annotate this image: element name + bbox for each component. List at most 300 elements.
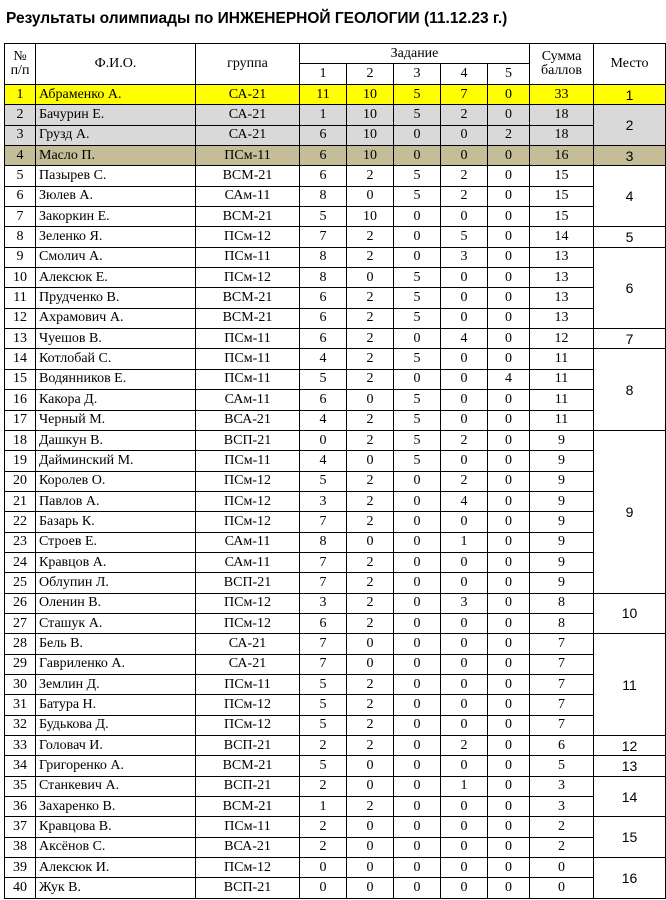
task-score: 0 — [347, 268, 394, 288]
participant-name: Какора Д. — [36, 390, 196, 410]
task-score: 0 — [394, 471, 441, 491]
task-score: 0 — [441, 268, 488, 288]
table-row — [5, 349, 666, 369]
total-score: 13 — [530, 308, 594, 328]
task-score: 0 — [488, 715, 530, 735]
participant-group: ВСП-21 — [196, 878, 300, 899]
table-row — [5, 695, 666, 715]
participant-name: Базарь К. — [36, 512, 196, 532]
task-score: 0 — [488, 613, 530, 633]
task-score: 2 — [347, 288, 394, 308]
participant-name: Станкевич А. — [36, 776, 196, 796]
participant-group: ПСм-12 — [196, 715, 300, 735]
task-score: 2 — [300, 776, 347, 796]
task-score: 0 — [441, 512, 488, 532]
task-score: 0 — [347, 451, 394, 471]
task-score: 0 — [441, 858, 488, 878]
task-score: 0 — [488, 634, 530, 654]
task-score: 0 — [394, 674, 441, 694]
total-score: 3 — [530, 797, 594, 817]
participant-group: ПСм-11 — [196, 369, 300, 389]
task-score: 2 — [488, 125, 530, 145]
task-score: 5 — [394, 186, 441, 206]
task-score: 0 — [347, 878, 394, 899]
task-score: 0 — [441, 715, 488, 735]
task-score: 8 — [300, 247, 347, 267]
row-number: 37 — [5, 817, 36, 837]
place-cell: 6 — [594, 247, 666, 328]
page-title: Результаты олимпиады по ИНЖЕНЕРНОЙ ГЕОЛОГИИ (11.12.23 г.) — [6, 10, 508, 27]
row-number: 34 — [5, 756, 36, 776]
task-score: 6 — [300, 390, 347, 410]
row-number: 27 — [5, 613, 36, 633]
row-number: 7 — [5, 207, 36, 227]
task-score: 2 — [347, 613, 394, 633]
task-score: 0 — [488, 247, 530, 267]
task-score: 6 — [300, 125, 347, 145]
task-score: 1 — [441, 532, 488, 552]
total-score: 14 — [530, 227, 594, 247]
participant-group: ПСм-11 — [196, 329, 300, 349]
table-row — [5, 512, 666, 532]
task-score: 0 — [394, 776, 441, 796]
header-sum: Сумма баллов — [530, 44, 594, 85]
task-score: 5 — [441, 227, 488, 247]
participant-name: Королев О. — [36, 471, 196, 491]
table-row — [5, 227, 666, 247]
task-score: 5 — [394, 288, 441, 308]
task-score: 0 — [394, 512, 441, 532]
total-score: 8 — [530, 613, 594, 633]
task-score: 0 — [394, 613, 441, 633]
participant-group: ВСА-21 — [196, 837, 300, 857]
table-row — [5, 552, 666, 572]
table-row — [5, 613, 666, 633]
participant-name: Бель В. — [36, 634, 196, 654]
task-score: 0 — [441, 797, 488, 817]
table-row — [5, 776, 666, 796]
total-score: 9 — [530, 532, 594, 552]
task-score: 0 — [394, 329, 441, 349]
total-score: 6 — [530, 736, 594, 756]
total-score: 15 — [530, 207, 594, 227]
task-score: 5 — [394, 85, 441, 105]
task-score: 0 — [347, 390, 394, 410]
table-row — [5, 858, 666, 878]
total-score: 13 — [530, 247, 594, 267]
task-score: 0 — [394, 634, 441, 654]
participant-name: Зеленко Я. — [36, 227, 196, 247]
task-score: 7 — [300, 573, 347, 593]
task-score: 2 — [347, 573, 394, 593]
task-score: 8 — [300, 532, 347, 552]
header-group: группа — [196, 44, 300, 85]
place-cell: 1 — [594, 85, 666, 105]
header-task-number: 2 — [347, 64, 394, 85]
row-number: 14 — [5, 349, 36, 369]
row-number: 12 — [5, 308, 36, 328]
task-score: 0 — [488, 695, 530, 715]
participant-group: ВСМ-21 — [196, 756, 300, 776]
row-number: 30 — [5, 674, 36, 694]
task-score: 0 — [394, 878, 441, 899]
row-number: 31 — [5, 695, 36, 715]
participant-group: ПСм-12 — [196, 227, 300, 247]
participant-name: Черный М. — [36, 410, 196, 430]
participant-name: Кравцова В. — [36, 817, 196, 837]
table-row — [5, 715, 666, 735]
participant-group: ВСМ-21 — [196, 797, 300, 817]
row-number: 15 — [5, 369, 36, 389]
total-score: 7 — [530, 715, 594, 735]
table-row — [5, 634, 666, 654]
header-name: Ф.И.О. — [36, 44, 196, 85]
total-score: 9 — [530, 471, 594, 491]
task-score: 2 — [347, 695, 394, 715]
row-number: 32 — [5, 715, 36, 735]
task-score: 10 — [347, 207, 394, 227]
participant-group: СА-21 — [196, 105, 300, 125]
task-score: 0 — [347, 634, 394, 654]
row-number: 11 — [5, 288, 36, 308]
row-number: 21 — [5, 491, 36, 511]
task-score: 0 — [441, 878, 488, 899]
task-score: 5 — [394, 268, 441, 288]
header-task-number: 1 — [300, 64, 347, 85]
participant-group: ПСм-12 — [196, 268, 300, 288]
task-score: 10 — [347, 85, 394, 105]
participant-name: Прудченко В. — [36, 288, 196, 308]
total-score: 18 — [530, 105, 594, 125]
participant-name: Пазырев С. — [36, 166, 196, 186]
total-score: 9 — [530, 552, 594, 572]
task-score: 0 — [441, 634, 488, 654]
participant-name: Сташук А. — [36, 613, 196, 633]
task-score: 0 — [394, 756, 441, 776]
task-score: 0 — [488, 512, 530, 532]
participant-group: СА-21 — [196, 125, 300, 145]
participant-name: Ахрамович А. — [36, 308, 196, 328]
participant-group: ВСП-21 — [196, 573, 300, 593]
task-score: 2 — [441, 471, 488, 491]
task-score: 0 — [347, 817, 394, 837]
task-score: 0 — [441, 288, 488, 308]
participant-name: Бачурин Е. — [36, 105, 196, 125]
table-row — [5, 430, 666, 450]
task-score: 7 — [300, 634, 347, 654]
task-score: 2 — [347, 227, 394, 247]
task-score: 0 — [441, 756, 488, 776]
table-row — [5, 146, 666, 166]
place-cell: 12 — [594, 736, 666, 756]
participant-group: СА-21 — [196, 654, 300, 674]
task-score: 2 — [300, 817, 347, 837]
task-score: 2 — [347, 410, 394, 430]
task-score: 8 — [300, 268, 347, 288]
task-score: 6 — [300, 166, 347, 186]
task-score: 4 — [300, 410, 347, 430]
participant-name: Батура Н. — [36, 695, 196, 715]
task-score: 0 — [488, 797, 530, 817]
table-row — [5, 125, 666, 145]
participant-name: Смолич А. — [36, 247, 196, 267]
task-score: 0 — [488, 207, 530, 227]
task-score: 0 — [441, 369, 488, 389]
task-score: 0 — [488, 573, 530, 593]
task-score: 0 — [441, 349, 488, 369]
participant-group: САм-11 — [196, 390, 300, 410]
table-row — [5, 878, 666, 899]
task-score: 3 — [441, 247, 488, 267]
task-score: 0 — [488, 817, 530, 837]
table-row — [5, 654, 666, 674]
participant-name: Котлобай С. — [36, 349, 196, 369]
participant-name: Дашкун В. — [36, 430, 196, 450]
table-row — [5, 674, 666, 694]
task-score: 0 — [394, 593, 441, 613]
row-number: 22 — [5, 512, 36, 532]
task-score: 7 — [300, 552, 347, 572]
task-score: 0 — [488, 186, 530, 206]
task-score: 0 — [488, 532, 530, 552]
row-number: 35 — [5, 776, 36, 796]
task-score: 0 — [488, 288, 530, 308]
participant-name: Алексюк И. — [36, 858, 196, 878]
participant-name: Оленин В. — [36, 593, 196, 613]
participant-name: Масло П. — [36, 146, 196, 166]
total-score: 9 — [530, 512, 594, 532]
task-score: 2 — [441, 736, 488, 756]
task-score: 7 — [300, 227, 347, 247]
task-score: 0 — [347, 756, 394, 776]
row-number: 38 — [5, 837, 36, 857]
task-score: 0 — [488, 166, 530, 186]
table-row — [5, 756, 666, 776]
task-score: 0 — [488, 329, 530, 349]
row-number: 24 — [5, 552, 36, 572]
place-cell: 7 — [594, 329, 666, 349]
participant-group: ПСм-11 — [196, 146, 300, 166]
task-score: 5 — [300, 207, 347, 227]
task-score: 0 — [441, 410, 488, 430]
row-number: 40 — [5, 878, 36, 899]
row-number: 3 — [5, 125, 36, 145]
task-score: 0 — [488, 390, 530, 410]
total-score: 15 — [530, 186, 594, 206]
task-score: 2 — [347, 593, 394, 613]
total-score: 9 — [530, 573, 594, 593]
participant-group: ВСМ-21 — [196, 166, 300, 186]
total-score: 3 — [530, 776, 594, 796]
task-score: 0 — [488, 268, 530, 288]
task-score: 2 — [300, 736, 347, 756]
task-score: 0 — [488, 410, 530, 430]
task-score: 0 — [441, 390, 488, 410]
task-score: 0 — [347, 776, 394, 796]
participant-group: ПСм-12 — [196, 491, 300, 511]
total-score: 7 — [530, 674, 594, 694]
task-score: 5 — [300, 695, 347, 715]
task-score: 2 — [347, 471, 394, 491]
table-row — [5, 369, 666, 389]
total-score: 16 — [530, 146, 594, 166]
table-row — [5, 573, 666, 593]
participant-group: ВСА-21 — [196, 410, 300, 430]
task-score: 1 — [300, 105, 347, 125]
task-score: 0 — [394, 227, 441, 247]
participant-name: Павлов А. — [36, 491, 196, 511]
task-score: 0 — [488, 837, 530, 857]
total-score: 9 — [530, 491, 594, 511]
table-row — [5, 532, 666, 552]
header-number: № п/п — [5, 44, 36, 85]
total-score: 11 — [530, 349, 594, 369]
task-score: 7 — [300, 512, 347, 532]
task-score: 0 — [488, 349, 530, 369]
task-score: 0 — [394, 573, 441, 593]
header-task-number: 3 — [394, 64, 441, 85]
task-score: 0 — [394, 247, 441, 267]
participant-group: ВСП-21 — [196, 430, 300, 450]
participant-group: СА-21 — [196, 634, 300, 654]
header-task-number: 4 — [441, 64, 488, 85]
participant-group: ПСм-11 — [196, 817, 300, 837]
total-score: 9 — [530, 451, 594, 471]
participant-group: ПСм-12 — [196, 512, 300, 532]
task-score: 5 — [394, 349, 441, 369]
task-score: 4 — [441, 329, 488, 349]
total-score: 13 — [530, 268, 594, 288]
task-score: 0 — [394, 858, 441, 878]
task-score: 0 — [441, 573, 488, 593]
place-cell: 4 — [594, 166, 666, 227]
table-row — [5, 85, 666, 105]
task-score: 0 — [394, 837, 441, 857]
task-score: 0 — [347, 837, 394, 857]
participant-name: Жук В. — [36, 878, 196, 899]
task-score: 0 — [488, 593, 530, 613]
task-score: 0 — [441, 125, 488, 145]
task-score: 0 — [488, 776, 530, 796]
total-score: 33 — [530, 85, 594, 105]
total-score: 13 — [530, 288, 594, 308]
task-score: 2 — [347, 166, 394, 186]
row-number: 36 — [5, 797, 36, 817]
task-score: 5 — [394, 166, 441, 186]
task-score: 10 — [347, 105, 394, 125]
total-score: 5 — [530, 756, 594, 776]
task-score: 2 — [347, 715, 394, 735]
task-score: 11 — [300, 85, 347, 105]
place-cell: 15 — [594, 817, 666, 858]
row-number: 13 — [5, 329, 36, 349]
place-cell: 13 — [594, 756, 666, 776]
participant-name: Аксёнов С. — [36, 837, 196, 857]
task-score: 0 — [394, 532, 441, 552]
participant-name: Дайминский М. — [36, 451, 196, 471]
task-score: 0 — [394, 207, 441, 227]
participant-group: ПСм-12 — [196, 593, 300, 613]
row-number: 39 — [5, 858, 36, 878]
participant-group: ПСм-12 — [196, 613, 300, 633]
participant-group: ПСм-12 — [196, 858, 300, 878]
task-score: 0 — [394, 146, 441, 166]
participant-group: ПСм-11 — [196, 451, 300, 471]
task-score: 0 — [394, 715, 441, 735]
task-score: 2 — [347, 308, 394, 328]
participant-group: СА-21 — [196, 85, 300, 105]
task-score: 5 — [394, 451, 441, 471]
row-number: 16 — [5, 390, 36, 410]
table-row — [5, 797, 666, 817]
task-score: 3 — [300, 593, 347, 613]
task-score: 0 — [488, 552, 530, 572]
row-number: 29 — [5, 654, 36, 674]
task-score: 0 — [488, 756, 530, 776]
participant-group: ВСМ-21 — [196, 207, 300, 227]
row-number: 28 — [5, 634, 36, 654]
task-score: 0 — [488, 105, 530, 125]
task-score: 0 — [300, 858, 347, 878]
task-score: 0 — [300, 430, 347, 450]
row-number: 26 — [5, 593, 36, 613]
row-number: 5 — [5, 166, 36, 186]
total-score: 11 — [530, 410, 594, 430]
task-score: 5 — [300, 674, 347, 694]
task-score: 0 — [394, 491, 441, 511]
task-score: 0 — [488, 878, 530, 899]
task-score: 0 — [394, 695, 441, 715]
participant-name: Чуешов В. — [36, 329, 196, 349]
table-row — [5, 329, 666, 349]
row-number: 6 — [5, 186, 36, 206]
task-score: 5 — [394, 105, 441, 125]
participant-group: ВСП-21 — [196, 736, 300, 756]
task-score: 0 — [394, 797, 441, 817]
task-score: 2 — [347, 329, 394, 349]
table-row — [5, 451, 666, 471]
task-score: 0 — [488, 227, 530, 247]
task-score: 4 — [300, 349, 347, 369]
participant-group: САм-11 — [196, 532, 300, 552]
participant-name: Землин Д. — [36, 674, 196, 694]
task-score: 2 — [347, 349, 394, 369]
total-score: 0 — [530, 878, 594, 899]
participant-name: Водянников Е. — [36, 369, 196, 389]
row-number: 18 — [5, 430, 36, 450]
task-score: 2 — [347, 674, 394, 694]
task-score: 6 — [300, 288, 347, 308]
task-score: 0 — [441, 613, 488, 633]
table-row — [5, 308, 666, 328]
task-score: 6 — [300, 146, 347, 166]
table-row — [5, 491, 666, 511]
row-number: 1 — [5, 85, 36, 105]
task-score: 2 — [347, 430, 394, 450]
task-score: 5 — [300, 715, 347, 735]
task-score: 3 — [300, 491, 347, 511]
table-row — [5, 471, 666, 491]
place-cell: 16 — [594, 858, 666, 899]
task-score: 6 — [300, 308, 347, 328]
row-number: 4 — [5, 146, 36, 166]
total-score: 11 — [530, 390, 594, 410]
table-row — [5, 390, 666, 410]
task-score: 0 — [441, 207, 488, 227]
task-score: 0 — [488, 451, 530, 471]
task-score: 2 — [347, 512, 394, 532]
row-number: 10 — [5, 268, 36, 288]
